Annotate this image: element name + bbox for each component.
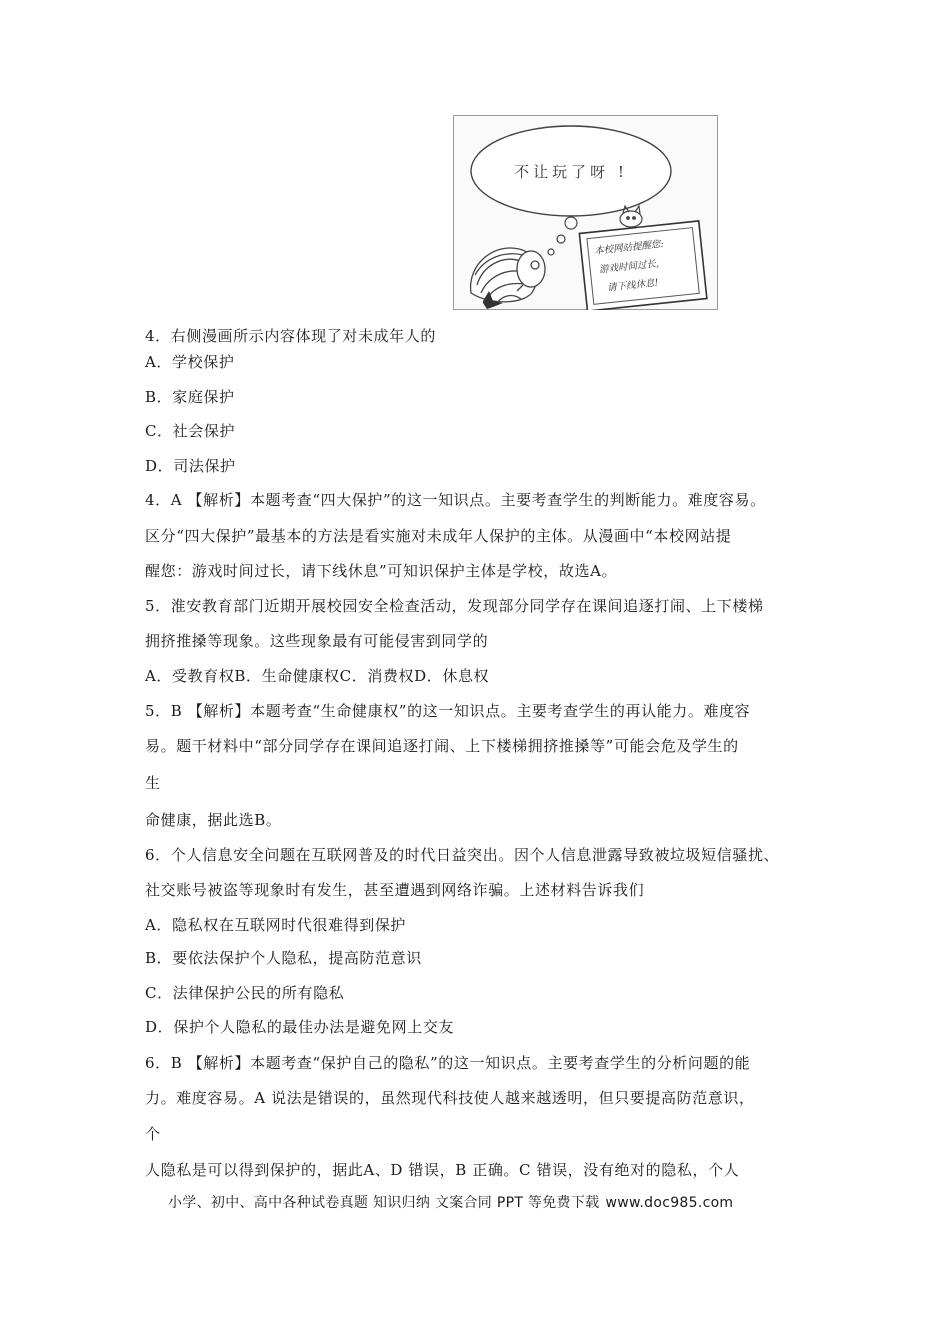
q5-options: A．受教育权B．生命健康权C．消费权D．休息权 [145,667,490,685]
q4-stem: 4．右侧漫画所示内容体现了对未成年人的 [145,327,436,345]
q4-option-b: B．家庭保护 [145,388,235,406]
q6-option-a: A．隐私权在互联网时代很难得到保护 [145,916,407,934]
q4-answer-line-1: 4．A 【解析】本题考查“四大保护”的这一知识点。主要考查学生的判断能力。难度容易。 [145,491,766,509]
q5-answer-line-2: 易。题干材料中“部分同学存在课间追逐打闹、上下楼梯拥挤推搡等”可能会危及学生的 [145,737,739,755]
q4-answer-line-3: 醒您：游戏时间过长，请下线休息”可知识保护主体是学校，故选A。 [145,562,618,580]
q6-answer-line-1: 6．B 【解析】本题考查“保护自己的隐私”的这一知识点。主要考查学生的分析问题的能 [145,1054,751,1072]
q6-answer-line-2: 力。难度容易。A 说法是错误的，虽然现代科技使人越来越透明，但只要提高防范意识， [145,1089,755,1107]
monitor [579,221,706,310]
footer-url-link[interactable]: www.doc985.com [605,1195,734,1211]
q5-answer-line-4: 命健康，据此选B。 [145,811,282,829]
q4-option-d: D．司法保护 [145,457,236,475]
q6-stem-line-2: 社交账号被盗等现象时有发生，甚至遭遇到网络诈骗。上述材料告诉我们 [145,881,645,899]
q5-answer-line-1: 5．B 【解析】本题考查“生命健康权”的这一知识点。主要考查学生的再认能力。难度容 [145,702,751,720]
q6-answer-line-4: 人隐私是可以得到保护的，据此A、D 错误，B 正确。C 错误，没有绝对的隐私，个人 [145,1161,740,1179]
q4-answer-line-2: 区分“四大保护”最基本的方法是看实施对未成年人保护的主体。从漫画中“本校网站提 [145,527,732,545]
q5-stem-line-1: 5．淮安教育部门近期开展校园安全检查活动，发现部分同学存在课间追逐打闹、上下楼梯 [145,597,764,615]
q4-option-a: A．学校保护 [145,353,235,371]
screen-line-1: 本校网站提醒您: [593,238,665,257]
footer [168,1194,733,1212]
q6-option-c: C．法律保护公民的所有隐私 [145,984,345,1002]
footer-text: 小学、初中、高中各种试卷真题 知识归纳 文案合同 PPT 等免费下载 [168,1195,600,1211]
q6-answer-line-3: 个 [145,1125,161,1143]
q5-answer-line-3: 生 [145,774,161,792]
q4-option-c: C．社会保护 [145,422,236,440]
q5-stem-line-2: 拥挤推搡等现象。这些现象最有可能侵害到同学的 [145,632,489,650]
q6-option-d: D．保护个人隐私的最佳办法是避免网上交友 [145,1018,455,1036]
cartoon-image [453,115,718,310]
screen-line-2: 游戏时间过长, [598,258,660,276]
screen-line-3: 请下线休息! [606,277,659,294]
bubble-text: 不让玩了呀 ! [514,163,628,181]
q6-option-b: B．要依法保护个人隐私，提高防范意识 [145,949,422,967]
q6-stem-line-1: 6．个人信息安全问题在互联网普及的时代日益突出。因个人信息泄露导致被垃圾短信骚扰、 [145,846,780,864]
